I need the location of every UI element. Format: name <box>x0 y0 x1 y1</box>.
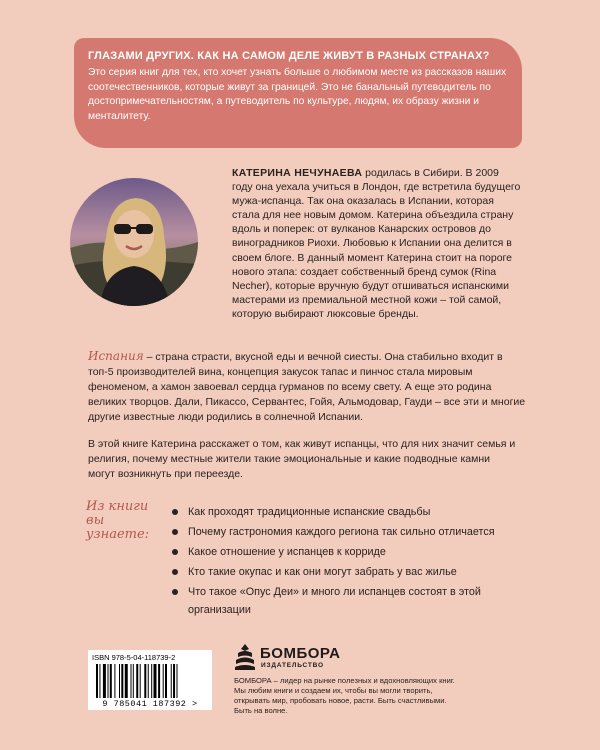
bullet-icon <box>172 589 178 595</box>
list-item <box>172 543 532 561</box>
spain-word: Испания <box>88 349 144 363</box>
logo-text: БОМБОРА <box>260 645 341 662</box>
series-title: ГЛАЗАМИ ДРУГИХ. КАК НА САМОМ ДЕЛЕ ЖИВУТ В РАЗНЫХ СТРАНАХ? <box>88 50 490 62</box>
bombora-logo-icon <box>234 643 256 671</box>
bullet-icon <box>172 529 178 535</box>
barcode-bars-icon <box>96 664 204 698</box>
list-item <box>172 583 532 619</box>
author-bio <box>232 166 522 321</box>
list-item <box>172 523 532 541</box>
bullet-icon <box>172 509 178 515</box>
author-photo <box>70 178 198 306</box>
author-portrait-icon <box>70 178 198 306</box>
author-name: КАТЕРИНА НЕЧУНАЕВА <box>232 167 363 179</box>
learn-list <box>172 503 532 621</box>
book-summary-paragraph: В этой книге Катерина расскажет о том, как живут испанцы, что для них значит семья и религия, почему местные жители такие эмоциональные и какие подводные камни могут возникнуть при переезде. <box>88 438 516 480</box>
list-item-text: Какое отношение у испанцев к корриде <box>188 546 386 558</box>
spain-paragraph <box>88 349 528 425</box>
list-item <box>172 563 532 581</box>
barcode <box>88 650 212 710</box>
list-item-text: Что такое «Опус Деи» и много ли испанцев состоят в этой организации <box>188 586 481 616</box>
series-description: Это серия книг для тех, кто хочет узнать больше о любимом месте из рассказов наших соотечественников, которые живут за границей. Это не банальный путеводитель по достопримечательностям, а путеводитель по культуре, людям, их образу жизни и менталитету. <box>88 67 507 122</box>
publisher-blurb: БОМБОРА – лидер на рынке полезных и вдохновляющих книг. Мы любим книги и создаем их, чтобы вы могли творить, открывать мир, пробовать новое, расти. Быть счастливыми. Быть на волне. <box>234 676 455 715</box>
isbn-label: ISBN 978-5-04-118739-2 <box>92 653 176 662</box>
list-item-text: Кто такие окупас и как они могут забрать у вас жилье <box>188 566 457 578</box>
spain-text: – страна страсти, вкусной еды и вечной сиесты. Она стабильно входит в топ-5 производителей вина, концепция закусок тапас и пинчос стала мировым феноменом, а хамон завоевал сердца гурманов по всему свету. А еще это родина великих творцов. Дали, Пикассо, Сервантес, Гойя, Альмодовар, Гауди – все эти и многие другие известные люди родились в солнечной Испании. <box>88 351 526 423</box>
list-item-text: Почему гастрономия каждого региона так сильно отличается <box>188 526 495 538</box>
author-bio-text: родилась в Сибири. В 2009 году она уехала учиться в Лондон, где встретила будущего мужа-испанца. Так она оказалась в Испании, которая стала для нее новым домом. Катерина объездила страну вдоль и поперек: от вулканов Канарских островов до виноградников Риохи. Любовью к Испании она делится в своем блоге. В данный момент Катерина стоит на пороге нового этапа: создает собственный бренд сумок (Rina Necher), которые вручную будут отшиваться испанскими мастерами из премиальной местной кожи – той самой, которую выбирают люксовые бренды. <box>232 167 521 320</box>
list-item <box>172 503 532 521</box>
list-item-text: Как проходят традиционные испанские свадьбы <box>188 506 431 518</box>
logo-subtitle: ИЗДАТЕЛЬСТВО <box>261 662 324 669</box>
bullet-icon <box>172 569 178 575</box>
barcode-digits: 9 785041 187392 > <box>102 699 198 709</box>
series-card <box>74 38 522 148</box>
bullet-icon <box>172 549 178 555</box>
learn-heading: Из книги вы узнаете: <box>86 499 150 542</box>
